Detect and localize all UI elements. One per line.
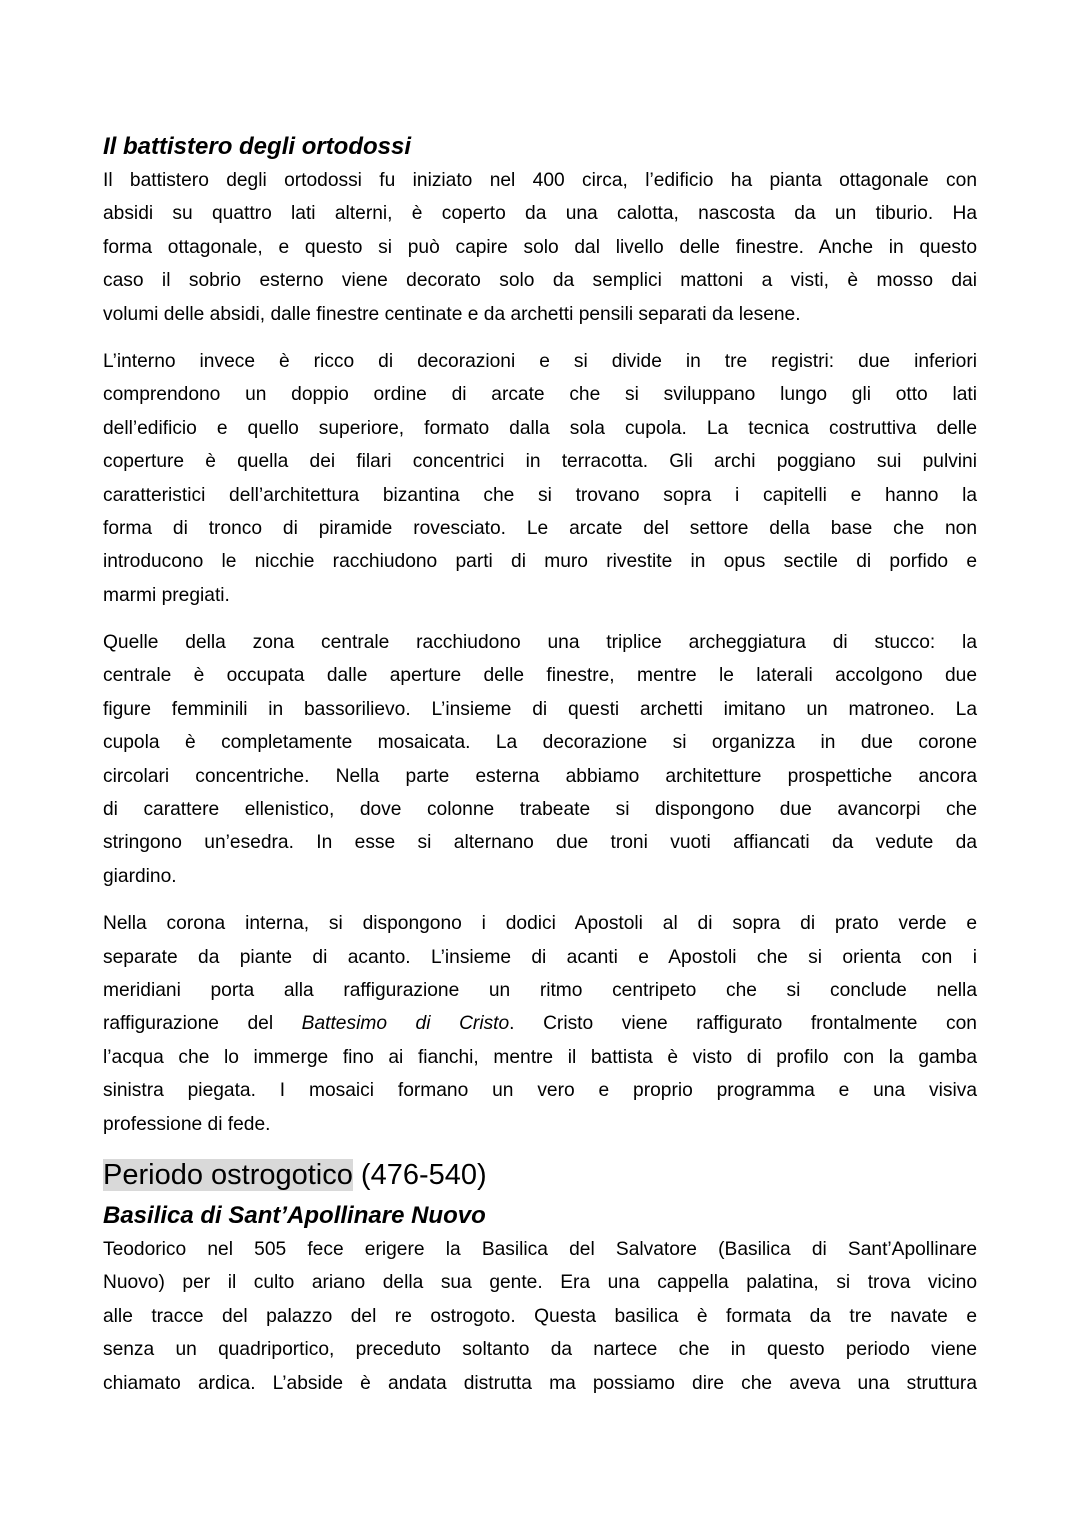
line-text: comprendono un doppio ordine di arcate che si sviluppano lungo gli otto lati	[103, 384, 977, 406]
line-text: caso il sobrio esterno viene decorato solo da semplici mattoni a visti, è mosso dai	[103, 270, 977, 292]
line-text: l’acqua che lo immerge fino ai fianchi, mentre il battista è visto di profilo con la gamba	[103, 1046, 977, 1068]
text-line	[103, 659, 977, 692]
text-line	[103, 1266, 977, 1299]
text-line	[103, 793, 977, 826]
line-text: L’interno invece è ricco di decorazioni e si divide in tre registri: due inferiori	[103, 350, 977, 372]
section-heading: Il battistero degli ortodossi	[103, 133, 412, 160]
text-line	[103, 860, 977, 893]
text-line	[103, 298, 977, 331]
text-line	[103, 164, 977, 197]
text-line	[103, 479, 977, 512]
paragraph	[103, 626, 977, 893]
line-text: chiamato ardica. L’abside è andata distrutta ma possiamo dire che aveva una struttura	[103, 1372, 977, 1394]
text-line	[103, 1007, 977, 1040]
section-heading: Basilica di Sant’Apollinare Nuovo	[103, 1201, 486, 1229]
text-line	[103, 545, 977, 578]
line-text: sinistra piegata. I mosaici formano un vero e proprio programma e una visiva	[103, 1080, 977, 1102]
line-text: forma di tronco di piramide rovesciato. Le arcate del settore della base che non	[103, 517, 977, 539]
line-text: separate da piante di acanto. L’insieme di acanti e Apostoli che si orienta con i	[103, 946, 977, 968]
text-line	[103, 826, 977, 859]
line-text: stringono un’esedra. In esse si alternano due troni vuoti affiancati da vedute da	[103, 832, 977, 854]
line-text: volumi delle absidi, dalle finestre centinate e da archetti pensili separati da lesene.	[103, 303, 801, 325]
text-line	[103, 412, 977, 445]
text-line	[103, 907, 977, 940]
text-line	[103, 1367, 977, 1400]
text-line	[103, 1074, 977, 1107]
text-line	[103, 231, 977, 264]
text-line	[103, 760, 977, 793]
line-text: coperture è quella dei filari concentrici in terracotta. Gli archi poggiano sui pulvini	[103, 451, 977, 473]
text-line	[103, 197, 977, 230]
italic-title: Battesimo di Cristo	[301, 1013, 510, 1035]
line-text: meridiani porta alla raffigurazione un ritmo centripeto che si conclude nella	[103, 979, 977, 1001]
line-text: Quelle della zona centrale racchiudono una triplice archeggiatura di stucco: la	[103, 632, 977, 654]
text-line	[103, 1233, 977, 1266]
text-line	[103, 1108, 977, 1141]
text-line	[103, 512, 977, 545]
chapter-title	[103, 1155, 977, 1199]
line-text: di carattere ellenistico, dove colonne trabeate si dispongono due avancorpi che	[103, 799, 977, 821]
title-dates: (476-540)	[352, 1158, 487, 1191]
line-text: circolari concentriche. Nella parte esterna abbiamo architetture prospettiche ancora	[103, 765, 977, 787]
text-segment: . Cristo viene raffigurato frontalmente con	[509, 1013, 977, 1035]
line-text: Teodorico nel 505 fece erigere la Basilica del Salvatore (Basilica di Sant’Apollinare	[103, 1238, 977, 1260]
line-text: introducono le nicchie racchiudono parti di muro rivestite in opus sectile di porfido e	[103, 551, 977, 573]
line-text: caratteristici dell’architettura bizantina che si trovano sopra i capitelli e hanno la	[103, 484, 977, 506]
text-line	[103, 345, 977, 378]
text-line	[103, 693, 977, 726]
text-line	[103, 378, 977, 411]
line-text: figure femminili in bassorilievo. L’insieme di questi archetti imitano un matroneo. La	[103, 698, 977, 720]
text-line	[103, 579, 977, 612]
line-text: forma ottagonale, e questo si può capire solo dal livello delle finestre. Anche in questo	[103, 236, 977, 258]
line-text: marmi pregiati.	[103, 584, 230, 606]
line-text: senza un quadriportico, preceduto soltanto da nartece che in questo periodo viene	[103, 1339, 977, 1361]
line-text: dell’edificio e quello superiore, formato dalla sola cupola. La tecnica costruttiva delle	[103, 417, 977, 439]
line-text: centrale è occupata dalle aperture delle finestre, mentre le laterali accolgono due	[103, 665, 977, 687]
text-line	[103, 445, 977, 478]
text-line	[103, 264, 977, 297]
text-line	[103, 726, 977, 759]
line-text: giardino.	[103, 865, 177, 887]
paragraph	[103, 345, 977, 612]
line-text: Nuovo) per il culto ariano della sua gente. Era una cappella palatina, si trova vicino	[103, 1272, 977, 1294]
text-line	[103, 626, 977, 659]
line-text: professione di fede.	[103, 1113, 271, 1135]
text-line	[103, 941, 977, 974]
text-line	[103, 974, 977, 1007]
highlighted-title: Periodo ostrogotico	[103, 1158, 353, 1191]
line-text: Il battistero degli ortodossi fu iniziato nel 400 circa, l’edificio ha pianta ottagonale con	[103, 170, 977, 191]
text-line	[103, 1041, 977, 1074]
line-text: cupola è completamente mosaicata. La decorazione si organizza in due corone	[103, 732, 977, 754]
document-page	[103, 130, 977, 1400]
paragraph	[103, 164, 977, 331]
text-segment: raffigurazione del	[103, 1013, 302, 1035]
line-text: Nella corona interna, si dispongono i dodici Apostoli al di sopra di prato verde e	[103, 913, 977, 935]
line-text: absidi su quattro lati alterni, è coperto da una calotta, nascosta da un tiburio. Ha	[103, 203, 977, 225]
text-line	[103, 1300, 977, 1333]
paragraph	[103, 907, 977, 1141]
text-line	[103, 1333, 977, 1366]
line-text: alle tracce del palazzo del re ostrogoto. Questa basilica è formata da tre navate e	[103, 1305, 977, 1327]
